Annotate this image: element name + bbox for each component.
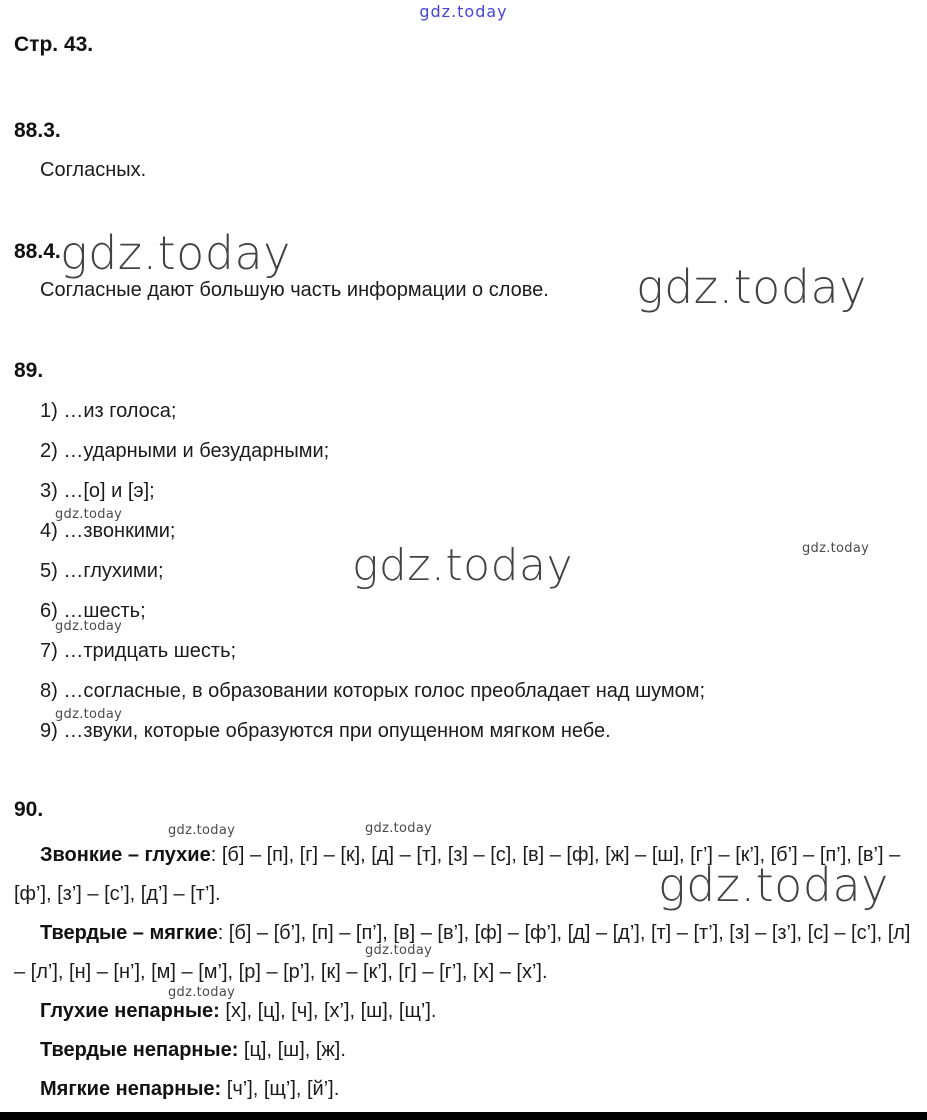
answer-entry-soft-unpaired [14, 1070, 913, 1109]
answer-body-90 [14, 836, 913, 1109]
answer-list-item-6: 6) …шесть; [40, 600, 146, 622]
gdz-watermark-small: gdz.today [365, 943, 433, 958]
section-heading-88-3: 88.3. [14, 119, 61, 142]
answer-list-item-5: 5) …глухими; [40, 560, 164, 582]
answer-list-item-2: 2) …ударными и безударными; [40, 440, 330, 462]
answer-entry-voiceless-unpaired [14, 992, 913, 1031]
gdz-watermark-small: gdz.today [55, 707, 123, 722]
section-heading-90: 90. [14, 798, 44, 821]
gdz-logo-watermark: gdz.today [419, 2, 508, 21]
answer-list-item-7: 7) …тридцать шесть; [40, 640, 237, 662]
gdz-watermark-large: gdz.today [658, 858, 889, 912]
answer-entry-hard-unpaired [14, 1031, 913, 1070]
answer-paragraph-88-3: Согласных. [40, 159, 147, 181]
bottom-bar [0, 1112, 927, 1120]
answer-list-item-9: 9) …звуки, которые образуются при опущенном мягком небе. [40, 720, 611, 742]
answer-paragraph-88-4: Согласные дают большую часть информации о слове. [40, 279, 549, 301]
answer-list-item-3: 3) …[о] и [э]; [40, 480, 155, 502]
gdz-watermark-large: gdz.today [636, 260, 867, 314]
entry-text: [ц], [ш], [ж]. [238, 1039, 346, 1061]
section-heading-88-4: 88.4. [14, 240, 61, 263]
entry-text: : [б] – [б’], [п] – [п’], [в] – [в’], [ф] – [ф’], [д] – [д’], [т] – [т’], [з] – [з’], [с] – [с’], [л] – [л’], [н] – [н’], [м] – [м’], [р] – [р’], [к] – [к’], [г] – [г’], [х] – [х’]. [14, 922, 911, 983]
gdz-watermark-small: gdz.today [365, 821, 433, 836]
answer-list-item-1: 1) …из голоса; [40, 400, 177, 422]
gdz-watermark-small: gdz.today [168, 985, 236, 1000]
gdz-watermark-large: gdz.today [352, 540, 574, 591]
entry-label: Твердые непарные: [40, 1039, 239, 1061]
gdz-watermark-small: gdz.today [802, 541, 870, 556]
answer-list-89 [14, 400, 913, 743]
gdz-watermark-large: gdz.today [60, 226, 291, 280]
gdz-watermark-small: gdz.today [55, 619, 123, 634]
entry-text: [х], [ц], [ч], [х’], [ш], [щ’]. [219, 1000, 437, 1022]
entry-label: Мягкие непарные: [40, 1078, 222, 1100]
document-content [0, 33, 927, 1109]
page-title: Стр. 43. [14, 33, 94, 56]
answer-list-item-4: 4) …звонкими; [40, 520, 176, 542]
answer-entry-voiced-voiceless [14, 836, 913, 914]
gdz-watermark-small: gdz.today [55, 507, 123, 522]
gdz-watermark-small: gdz.today [168, 823, 236, 838]
answer-list-item-8: 8) …согласные, в образовании которых голос преобладает над шумом; [40, 680, 706, 702]
entry-text: : [б] – [п], [г] – [к], [д] – [т], [з] – [с], [в] – [ф], [ж] – [ш], [г’] – [к’], [б’] – [п’], [в’] – [ф’], [з’] – [с’], [д’] – [т’]. [14, 844, 901, 905]
section-heading-89: 89. [14, 359, 44, 382]
answer-entry-hard-soft [14, 914, 913, 992]
entry-label: Твердые – мягкие [40, 922, 218, 944]
entry-label: Звонкие – глухие [40, 844, 211, 866]
entry-label: Глухие непарные: [40, 1000, 220, 1022]
entry-text: [ч’], [щ’], [й’]. [221, 1078, 340, 1100]
